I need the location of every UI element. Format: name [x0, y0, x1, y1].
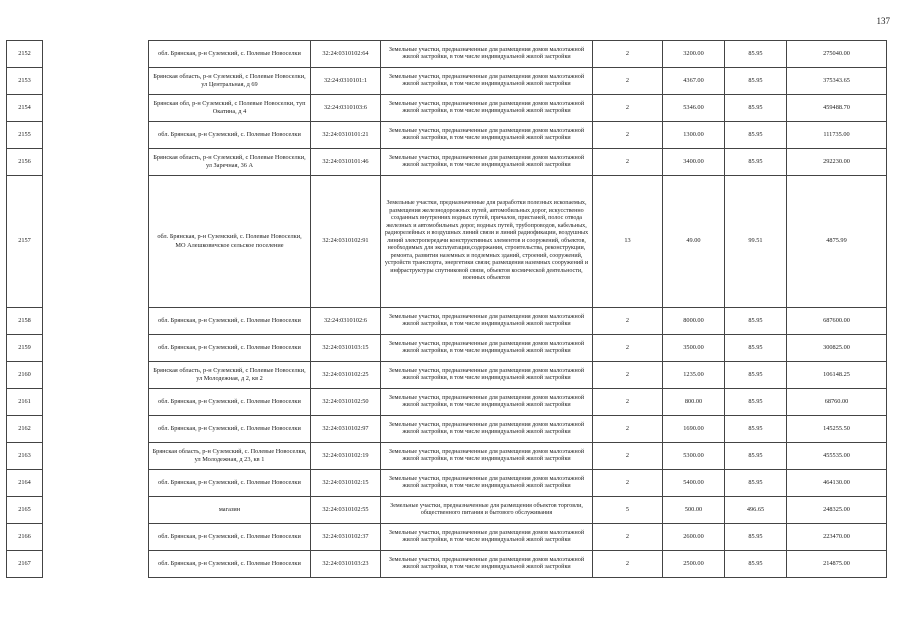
group-cell: 2: [593, 470, 663, 497]
row-number-cell: 2157: [7, 176, 43, 308]
area-cell: 500.00: [663, 497, 725, 524]
rate-cell: 85.95: [725, 149, 787, 176]
empty-cell: [43, 551, 149, 578]
address-cell: обл. Брянская, р-н Суземский, с. Полевые Новоселки: [149, 524, 311, 551]
address-cell: обл. Брянская, р-н Суземский, с. Полевые Новоселки: [149, 308, 311, 335]
group-cell: 2: [593, 122, 663, 149]
land-use-cell: Земельные участки, предназначенные для размещения домов малоэтажной жилой застройки, в том числе индивидуальной жилой застройки: [381, 443, 593, 470]
empty-cell: [43, 497, 149, 524]
group-cell: 2: [593, 389, 663, 416]
row-number-cell: 2159: [7, 335, 43, 362]
rate-cell: 85.95: [725, 362, 787, 389]
table-row: [7, 389, 887, 416]
empty-cell: [43, 95, 149, 122]
cadastral-number-cell: 32:24:0310103:15: [311, 335, 381, 362]
cadastral-number-cell: 32:24:0310102:37: [311, 524, 381, 551]
land-use-cell: Земельные участки, предназначенные для размещения домов малоэтажной жилой застройки, в том числе индивидуальной жилой застройки: [381, 68, 593, 95]
land-use-cell: Земельные участки, предназначенные для размещения домов малоэтажной жилой застройки, в том числе индивидуальной жилой застройки: [381, 551, 593, 578]
value-cell: 275040.00: [787, 41, 887, 68]
value-cell: 375343.65: [787, 68, 887, 95]
address-cell: обл. Брянская, р-н Суземский, с. Полевые Новоселки: [149, 551, 311, 578]
row-number-cell: 2166: [7, 524, 43, 551]
row-number-cell: 2163: [7, 443, 43, 470]
empty-cell: [43, 443, 149, 470]
empty-cell: [43, 149, 149, 176]
group-cell: 2: [593, 335, 663, 362]
address-cell: обл. Брянская, р-н Суземский, с. Полевые Новоселки: [149, 470, 311, 497]
rate-cell: 496.65: [725, 497, 787, 524]
row-number-cell: 2155: [7, 122, 43, 149]
value-cell: 4875.99: [787, 176, 887, 308]
rate-cell: 85.95: [725, 68, 787, 95]
table-row: [7, 443, 887, 470]
row-number-cell: 2152: [7, 41, 43, 68]
value-cell: 68760.00: [787, 389, 887, 416]
table-row: [7, 41, 887, 68]
empty-cell: [43, 470, 149, 497]
rate-cell: 85.95: [725, 335, 787, 362]
address-cell: Брянская область, р-н Суземский, с. Полевые Новоселки, ул Молодежная, д 23, кв 1: [149, 443, 311, 470]
rate-cell: 85.95: [725, 389, 787, 416]
value-cell: 455535.00: [787, 443, 887, 470]
row-number-cell: 2156: [7, 149, 43, 176]
address-cell: обл. Брянская, р-н Суземский, с. Полевые Новоселки: [149, 122, 311, 149]
rate-cell: 85.95: [725, 470, 787, 497]
value-cell: 292230.00: [787, 149, 887, 176]
address-cell: Брянская область, р-н Суземский, с Полевые Новоселки, ул Молодежная, д 2, кв 2: [149, 362, 311, 389]
table-row: [7, 149, 887, 176]
area-cell: 3400.00: [663, 149, 725, 176]
land-use-cell: Земельные участки, предназначенные для размещения домов малоэтажной жилой застройки, в том числе индивидуальной жилой застройки: [381, 416, 593, 443]
value-cell: 464130.00: [787, 470, 887, 497]
group-cell: 5: [593, 497, 663, 524]
empty-cell: [43, 68, 149, 95]
empty-cell: [43, 416, 149, 443]
empty-cell: [43, 524, 149, 551]
address-cell: обл. Брянская, р-н Суземский, с. Полевые Новоселки: [149, 389, 311, 416]
row-number-cell: 2165: [7, 497, 43, 524]
table-row: [7, 308, 887, 335]
rate-cell: 85.95: [725, 41, 787, 68]
area-cell: 1300.00: [663, 122, 725, 149]
group-cell: 2: [593, 416, 663, 443]
empty-cell: [43, 308, 149, 335]
page-number: 137: [876, 16, 890, 26]
address-cell: Брянская область, р-н Суземский, с Полевые Новоселки, ул Заречная, 36 А: [149, 149, 311, 176]
empty-cell: [43, 176, 149, 308]
row-number-cell: 2158: [7, 308, 43, 335]
table-row: [7, 551, 887, 578]
area-cell: 2500.00: [663, 551, 725, 578]
area-cell: 1235.00: [663, 362, 725, 389]
land-use-cell: Земельные участки, предназначенные для размещения домов малоэтажной жилой застройки, в том числе индивидуальной жилой застройки: [381, 122, 593, 149]
cadastral-number-cell: 32:24:0310101:1: [311, 68, 381, 95]
address-cell: Брянская обл, р-н Суземский, с Полевые Новоселки, туп Окатина, д 4: [149, 95, 311, 122]
area-cell: 800.00: [663, 389, 725, 416]
area-cell: 8000.00: [663, 308, 725, 335]
address-cell: обл. Брянская, р-н Суземский, с. Полевые Новоселки: [149, 335, 311, 362]
table-row: [7, 122, 887, 149]
empty-cell: [43, 335, 149, 362]
cadastral-number-cell: 32:24:0310102:19: [311, 443, 381, 470]
area-cell: 5300.00: [663, 443, 725, 470]
group-cell: 2: [593, 551, 663, 578]
address-cell: обл. Брянская, р-н Суземский, с. Полевые Новоселки: [149, 416, 311, 443]
cadastral-number-cell: 32:24:0310102:15: [311, 470, 381, 497]
land-use-cell: Земельные участки, предназначенные для размещения объектов торговли, общественного питания и бытового обслуживания: [381, 497, 593, 524]
table-row: [7, 470, 887, 497]
cadastral-number-cell: 32:24:0310101:21: [311, 122, 381, 149]
group-cell: 2: [593, 95, 663, 122]
value-cell: 214875.00: [787, 551, 887, 578]
land-use-cell: Земельные участки, предназначенные для размещения домов малоэтажной жилой застройки, в том числе индивидуальной жилой застройки: [381, 149, 593, 176]
rate-cell: 85.95: [725, 308, 787, 335]
area-cell: 3200.00: [663, 41, 725, 68]
table-row: [7, 524, 887, 551]
land-registry-table: [6, 40, 887, 578]
value-cell: 459488.70: [787, 95, 887, 122]
land-use-cell: Земельные участки, предназначенные для размещения домов малоэтажной жилой застройки, в том числе индивидуальной жилой застройки: [381, 41, 593, 68]
group-cell: 2: [593, 362, 663, 389]
value-cell: 687600.00: [787, 308, 887, 335]
cadastral-number-cell: 32:24:0310101:46: [311, 149, 381, 176]
empty-cell: [43, 122, 149, 149]
cadastral-number-cell: 32:24:0310102:64: [311, 41, 381, 68]
area-cell: 3500.00: [663, 335, 725, 362]
rate-cell: 99.51: [725, 176, 787, 308]
area-cell: 5400.00: [663, 470, 725, 497]
land-use-cell: Земельные участки, предназначенные для размещения домов малоэтажной жилой застройки, в том числе индивидуальной жилой застройки: [381, 470, 593, 497]
value-cell: 300825.00: [787, 335, 887, 362]
table-row: [7, 416, 887, 443]
group-cell: 13: [593, 176, 663, 308]
area-cell: 5346.00: [663, 95, 725, 122]
cadastral-number-cell: 32:24:0310102:25: [311, 362, 381, 389]
group-cell: 2: [593, 68, 663, 95]
table-row: [7, 335, 887, 362]
cadastral-number-cell: 32:24:0310102:91: [311, 176, 381, 308]
row-number-cell: 2162: [7, 416, 43, 443]
rate-cell: 85.95: [725, 551, 787, 578]
address-cell: обл. Брянская, р-н Суземский, с. Полевые Новоселки: [149, 41, 311, 68]
area-cell: 2600.00: [663, 524, 725, 551]
empty-cell: [43, 362, 149, 389]
group-cell: 2: [593, 308, 663, 335]
rate-cell: 85.95: [725, 122, 787, 149]
value-cell: 223470.00: [787, 524, 887, 551]
value-cell: 248325.00: [787, 497, 887, 524]
group-cell: 2: [593, 443, 663, 470]
table-row: [7, 497, 887, 524]
land-use-cell: Земельные участки, предназначенные для размещения домов малоэтажной жилой застройки, в том числе индивидуальной жилой застройки: [381, 389, 593, 416]
address-cell: Брянская область, р-н Суземский, с Полевые Новоселки, ул Центральная, д 69: [149, 68, 311, 95]
rate-cell: 85.95: [725, 95, 787, 122]
land-use-cell: Земельные участки, предназначенные для размещения домов малоэтажной жилой застройки, в том числе индивидуальной жилой застройки: [381, 308, 593, 335]
table-row: [7, 176, 887, 308]
value-cell: 111735.00: [787, 122, 887, 149]
table-body: [7, 41, 887, 578]
value-cell: 145255.50: [787, 416, 887, 443]
group-cell: 2: [593, 524, 663, 551]
empty-cell: [43, 41, 149, 68]
rate-cell: 85.95: [725, 443, 787, 470]
land-use-cell: Земельные участки, предназначенные для размещения домов малоэтажной жилой застройки, в том числе индивидуальной жилой застройки: [381, 335, 593, 362]
rate-cell: 85.95: [725, 524, 787, 551]
land-use-cell: Земельные участки, предназначенные для размещения домов малоэтажной жилой застройки, в том числе индивидуальной жилой застройки: [381, 95, 593, 122]
row-number-cell: 2154: [7, 95, 43, 122]
row-number-cell: 2161: [7, 389, 43, 416]
cadastral-number-cell: 32:24:0310102:6: [311, 308, 381, 335]
table-row: [7, 95, 887, 122]
rate-cell: 85.95: [725, 416, 787, 443]
row-number-cell: 2160: [7, 362, 43, 389]
cadastral-number-cell: 32:24:0310103:23: [311, 551, 381, 578]
row-number-cell: 2153: [7, 68, 43, 95]
group-cell: 2: [593, 41, 663, 68]
area-cell: 4367.00: [663, 68, 725, 95]
empty-cell: [43, 389, 149, 416]
cadastral-number-cell: 32:24:0310102:55: [311, 497, 381, 524]
land-use-cell: Земельные участки, предназначенные для размещения домов малоэтажной жилой застройки, в том числе индивидуальной жилой застройки: [381, 524, 593, 551]
row-number-cell: 2167: [7, 551, 43, 578]
value-cell: 106148.25: [787, 362, 887, 389]
land-use-cell: Земельные участки, предназначенные для разработки полезных ископаемых, размещения железнодорожных путей, автомобильных дорог, искусственно созданных внутренних водных путей, причалов, пристаней, полос отвода железных и автомобильных дорог, водных путей, трубопроводов, кабельных, радиорелейных и воздушных линий связи и линий радиофикации, воздушных линий электропередачи конструктивных элементов и сооружений, объектов, необходимых для эксплуатации,содержания, строительства, реконструкции, ремонта, развития наземных и подземных зданий, строений, сооружений, устройств транспорта, энергетики связи; размещения наземных сооружений и инфраструктуры спутниковой связи, объектов космической деятельности, военных объектов: [381, 176, 593, 308]
table-row: [7, 68, 887, 95]
table-row: [7, 362, 887, 389]
land-use-cell: Земельные участки, предназначенные для размещения домов малоэтажной жилой застройки, в том числе индивидуальной жилой застройки: [381, 362, 593, 389]
cadastral-number-cell: 32:24:0310102:97: [311, 416, 381, 443]
cadastral-number-cell: 32:24:0310103:6: [311, 95, 381, 122]
area-cell: 49.00: [663, 176, 725, 308]
area-cell: 1690.00: [663, 416, 725, 443]
group-cell: 2: [593, 149, 663, 176]
address-cell: обл. Брянская, р-н Суземский, с. Полевые Новоселки, МО Алешковичское сельское поселение: [149, 176, 311, 308]
cadastral-number-cell: 32:24:0310102:50: [311, 389, 381, 416]
address-cell: магазин: [149, 497, 311, 524]
row-number-cell: 2164: [7, 470, 43, 497]
